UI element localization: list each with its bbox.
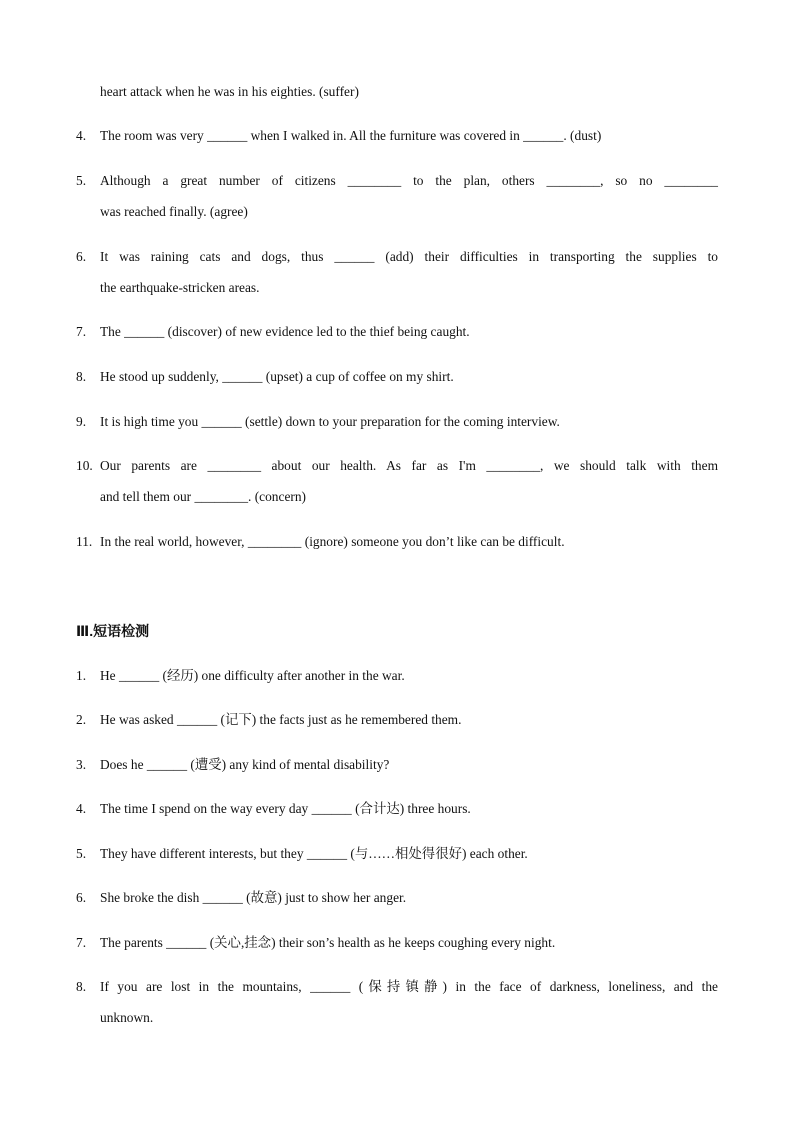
item-number: 4. [76,128,87,143]
item-text: heart attack when he was in his eighties. (suffer) [100,84,359,99]
item-number: 7. [76,324,87,339]
item-text: They have different interests, but they ______ (与……相处得很好) each other. [100,846,528,861]
item-number: 6. [76,890,87,905]
item-text: Our parents are ________ about our health. As far as I'm ________, we should talk with them [100,458,718,473]
item-text: In the real world, however, ________ (ignore) someone you don’t like can be difficult. [100,534,565,549]
item-text: He was asked ______ (记下) the facts just as he remembered them. [100,712,462,727]
item-number: 8. [76,979,87,994]
item-number: 5. [76,173,87,188]
item-number: 11. [76,534,93,549]
item-text: The time I spend on the way every day ______ (合计达) three hours. [100,801,471,816]
item-number: 9. [76,414,87,429]
item-text: The ______ (discover) of new evidence led to the thief being caught. [100,324,470,339]
item-number: 8. [76,369,87,384]
item-number: 5. [76,846,87,861]
item-number: 2. [76,712,87,727]
item-text: and tell them our ________. (concern) [100,489,307,504]
section-heading: Ⅲ.短语检测 [76,623,150,639]
item-text: It was raining cats and dogs, thus ______ (add) their difficulties in transporting the supplies to [100,249,718,264]
item-text: It is high time you ______ (settle) down to your preparation for the coming interview. [100,414,560,429]
item-text: unknown. [100,1010,154,1025]
item-text: He ______ (经历) one difficulty after another in the war. [100,668,405,683]
item-text: He stood up suddenly, ______ (upset) a cup of coffee on my shirt. [100,369,454,384]
item-number: 4. [76,801,87,816]
item-number: 7. [76,935,87,950]
item-text: Does he ______ (遭受) any kind of mental disability? [100,757,390,772]
item-text: the earthquake-stricken areas. [100,280,260,295]
item-number: 3. [76,757,87,772]
item-text: The parents ______ (关心,挂念) their son’s health as he keeps coughing every night. [100,935,556,950]
item-text: was reached finally. (agree) [100,204,248,219]
item-number: 10. [76,458,93,473]
item-text: Although a great number of citizens ________ to the plan, others ________, so no ________ [100,173,718,188]
item-text: She broke the dish ______ (故意) just to show her anger. [100,890,407,905]
item-number: 6. [76,249,87,264]
item-text: If you are lost in the mountains, ______ (保持镇静) in the face of darkness, loneliness, and the [100,979,718,994]
item-text: The room was very ______ when I walked in. All the furniture was covered in ______. (dust) [100,128,602,143]
item-number: 1. [76,668,87,683]
